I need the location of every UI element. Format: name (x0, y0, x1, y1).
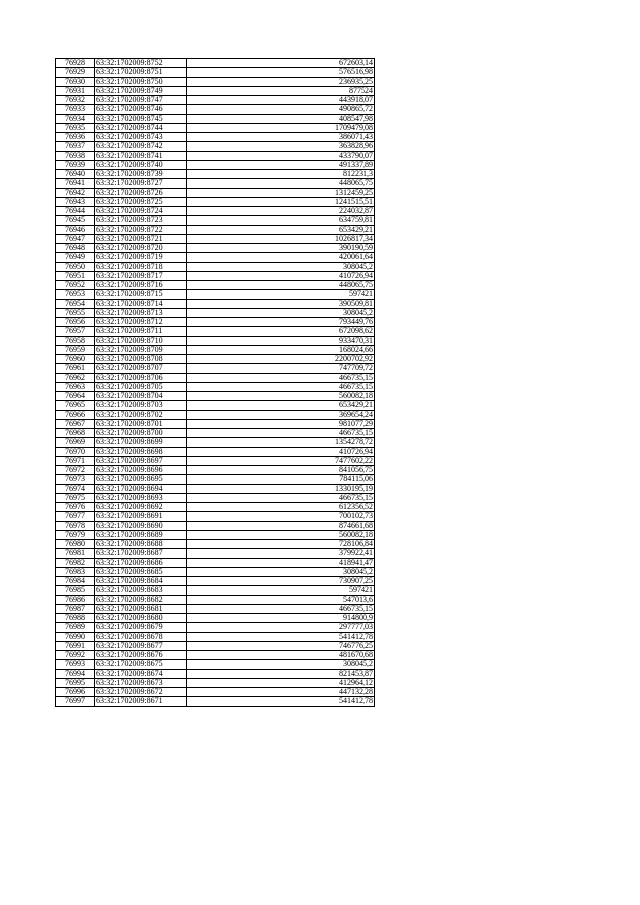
cadastral-value-cell: 466735,15 (187, 429, 375, 438)
row-number-cell: 76945 (56, 216, 95, 225)
row-number-cell: 76994 (56, 669, 95, 678)
row-number-cell: 76997 (56, 697, 95, 706)
row-number-cell: 76935 (56, 123, 95, 132)
table-row (56, 456, 375, 465)
cadastral-value-cell: 7477602,22 (187, 456, 375, 465)
table-row (56, 318, 375, 327)
row-number-cell: 76990 (56, 632, 95, 641)
cadastral-number-cell: 63:32:1702009:8673 (95, 678, 187, 687)
table-row (56, 521, 375, 530)
table-row (56, 96, 375, 105)
cadastral-number-cell: 63:32:1702009:8688 (95, 540, 187, 549)
row-number-cell: 76946 (56, 225, 95, 234)
cadastral-number-cell: 63:32:1702009:8711 (95, 327, 187, 336)
cadastral-number-cell: 63:32:1702009:8745 (95, 114, 187, 123)
cadastral-number-cell: 63:32:1702009:8742 (95, 142, 187, 151)
row-number-cell: 76973 (56, 475, 95, 484)
row-number-cell: 76959 (56, 345, 95, 354)
row-number-cell: 76962 (56, 373, 95, 382)
cadastral-number-cell: 63:32:1702009:8713 (95, 308, 187, 317)
cadastral-number-cell: 63:32:1702009:8725 (95, 197, 187, 206)
row-number-cell: 76937 (56, 142, 95, 151)
cadastral-number-cell: 63:32:1702009:8702 (95, 410, 187, 419)
row-number-cell: 76983 (56, 567, 95, 576)
table-row (56, 244, 375, 253)
row-number-cell: 76986 (56, 595, 95, 604)
row-number-cell: 76991 (56, 641, 95, 650)
table-row (56, 373, 375, 382)
cadastral-value-cell: 466735,15 (187, 373, 375, 382)
cadastral-number-cell: 63:32:1702009:8716 (95, 281, 187, 290)
row-number-cell: 76966 (56, 410, 95, 419)
row-number-cell: 76941 (56, 179, 95, 188)
cadastral-number-cell: 63:32:1702009:8741 (95, 151, 187, 160)
cadastral-value-cell: 793449,76 (187, 318, 375, 327)
cadastral-value-cell: 448065,75 (187, 179, 375, 188)
row-number-cell: 76970 (56, 447, 95, 456)
cadastral-number-cell: 63:32:1702009:8687 (95, 549, 187, 558)
table-row (56, 604, 375, 613)
row-number-cell: 76974 (56, 484, 95, 493)
cadastral-number-cell: 63:32:1702009:8697 (95, 456, 187, 465)
cadastral-value-cell: 386071,43 (187, 133, 375, 142)
table-row (56, 179, 375, 188)
cadastral-number-cell: 63:32:1702009:8708 (95, 355, 187, 364)
row-number-cell: 76988 (56, 614, 95, 623)
cadastral-number-cell: 63:32:1702009:8686 (95, 558, 187, 567)
cadastral-value-cell: 841056,75 (187, 466, 375, 475)
table-row (56, 299, 375, 308)
cadastral-value-table (55, 58, 375, 707)
table-row (56, 586, 375, 595)
table-row (56, 308, 375, 317)
cadastral-value-cell: 597421 (187, 586, 375, 595)
row-number-cell: 76938 (56, 151, 95, 160)
row-number-cell: 76975 (56, 493, 95, 502)
table-row (56, 475, 375, 484)
row-number-cell: 76989 (56, 623, 95, 632)
row-number-cell: 76980 (56, 540, 95, 549)
cadastral-value-cell: 410726,94 (187, 271, 375, 280)
cadastral-value-cell: 408547,98 (187, 114, 375, 123)
cadastral-value-cell: 1312459,25 (187, 188, 375, 197)
row-number-cell: 76987 (56, 604, 95, 613)
cadastral-number-cell: 63:32:1702009:8719 (95, 253, 187, 262)
cadastral-value-cell: 236935,25 (187, 77, 375, 86)
row-number-cell: 76993 (56, 660, 95, 669)
cadastral-number-cell: 63:32:1702009:8718 (95, 262, 187, 271)
table-row (56, 410, 375, 419)
table-row (56, 401, 375, 410)
table-row (56, 503, 375, 512)
cadastral-number-cell: 63:32:1702009:8720 (95, 244, 187, 253)
cadastral-value-cell: 547013,6 (187, 595, 375, 604)
cadastral-value-cell: 576516,98 (187, 68, 375, 77)
cadastral-value-cell: 981077,29 (187, 419, 375, 428)
cadastral-value-cell: 466735,15 (187, 493, 375, 502)
row-number-cell: 76984 (56, 577, 95, 586)
row-number-cell: 76995 (56, 678, 95, 687)
cadastral-value-cell: 914800,9 (187, 614, 375, 623)
table-row (56, 59, 375, 68)
table-row (56, 632, 375, 641)
table-row (56, 336, 375, 345)
row-number-cell: 76949 (56, 253, 95, 262)
cadastral-number-cell: 63:32:1702009:8701 (95, 419, 187, 428)
table-row (56, 86, 375, 95)
cadastral-number-cell: 63:32:1702009:8678 (95, 632, 187, 641)
row-number-cell: 76954 (56, 299, 95, 308)
cadastral-value-cell: 653429,21 (187, 401, 375, 410)
cadastral-number-cell: 63:32:1702009:8723 (95, 216, 187, 225)
cadastral-value-cell: 877524 (187, 86, 375, 95)
row-number-cell: 76958 (56, 336, 95, 345)
table-row (56, 133, 375, 142)
cadastral-number-cell: 63:32:1702009:8692 (95, 503, 187, 512)
row-number-cell: 76950 (56, 262, 95, 271)
row-number-cell: 76929 (56, 68, 95, 77)
cadastral-number-cell: 63:32:1702009:8695 (95, 475, 187, 484)
cadastral-number-cell: 63:32:1702009:8681 (95, 604, 187, 613)
cadastral-number-cell: 63:32:1702009:8746 (95, 105, 187, 114)
cadastral-value-cell: 420061,64 (187, 253, 375, 262)
table-row (56, 382, 375, 391)
cadastral-number-cell: 63:32:1702009:8712 (95, 318, 187, 327)
cadastral-value-cell: 1241515,51 (187, 197, 375, 206)
table-row (56, 234, 375, 243)
table-row (56, 567, 375, 576)
table-row (56, 160, 375, 169)
cadastral-number-cell: 63:32:1702009:8674 (95, 669, 187, 678)
cadastral-number-cell: 63:32:1702009:8743 (95, 133, 187, 142)
cadastral-value-cell: 297777,03 (187, 623, 375, 632)
cadastral-number-cell: 63:32:1702009:8676 (95, 651, 187, 660)
cadastral-number-cell: 63:32:1702009:8694 (95, 484, 187, 493)
row-number-cell: 76982 (56, 558, 95, 567)
cadastral-value-cell: 447132,28 (187, 688, 375, 697)
table-row (56, 271, 375, 280)
row-number-cell: 76977 (56, 512, 95, 521)
row-number-cell: 76928 (56, 59, 95, 68)
table-row (56, 678, 375, 687)
row-number-cell: 76972 (56, 466, 95, 475)
cadastral-number-cell: 63:32:1702009:8677 (95, 641, 187, 650)
table-row (56, 512, 375, 521)
table-row (56, 540, 375, 549)
row-number-cell: 76936 (56, 133, 95, 142)
row-number-cell: 76957 (56, 327, 95, 336)
cadastral-value-cell: 466735,15 (187, 604, 375, 613)
cadastral-number-cell: 63:32:1702009:8700 (95, 429, 187, 438)
cadastral-number-cell: 63:32:1702009:8699 (95, 438, 187, 447)
row-number-cell: 76969 (56, 438, 95, 447)
cadastral-value-cell: 597421 (187, 290, 375, 299)
cadastral-value-cell: 363828,96 (187, 142, 375, 151)
row-number-cell: 76953 (56, 290, 95, 299)
table-row (56, 105, 375, 114)
cadastral-value-cell: 2200702,92 (187, 355, 375, 364)
table-row (56, 641, 375, 650)
cadastral-value-cell: 700102,73 (187, 512, 375, 521)
cadastral-value-cell: 412964,12 (187, 678, 375, 687)
table-row (56, 669, 375, 678)
cadastral-number-cell: 63:32:1702009:8706 (95, 373, 187, 382)
cadastral-value-cell: 308045,2 (187, 262, 375, 271)
table-row (56, 438, 375, 447)
cadastral-number-cell: 63:32:1702009:8739 (95, 170, 187, 179)
cadastral-number-cell: 63:32:1702009:8749 (95, 86, 187, 95)
cadastral-value-cell: 560082,18 (187, 392, 375, 401)
cadastral-value-cell: 1709479,08 (187, 123, 375, 132)
row-number-cell: 76978 (56, 521, 95, 530)
cadastral-number-cell: 63:32:1702009:8717 (95, 271, 187, 280)
table-row (56, 651, 375, 660)
row-number-cell: 76967 (56, 419, 95, 428)
cadastral-value-cell: 728106,84 (187, 540, 375, 549)
row-number-cell: 76955 (56, 308, 95, 317)
row-number-cell: 76932 (56, 96, 95, 105)
cadastral-number-cell: 63:32:1702009:8679 (95, 623, 187, 632)
cadastral-number-cell: 63:32:1702009:8751 (95, 68, 187, 77)
cadastral-number-cell: 63:32:1702009:8680 (95, 614, 187, 623)
cadastral-value-cell: 1026817,34 (187, 234, 375, 243)
table-row (56, 207, 375, 216)
cadastral-value-cell: 541412,78 (187, 697, 375, 706)
table-row (56, 392, 375, 401)
cadastral-number-cell: 63:32:1702009:8722 (95, 225, 187, 234)
cadastral-value-cell: 390190,59 (187, 244, 375, 253)
table-row (56, 290, 375, 299)
cadastral-value-cell: 390509,81 (187, 299, 375, 308)
cadastral-number-cell: 63:32:1702009:8690 (95, 521, 187, 530)
row-number-cell: 76963 (56, 382, 95, 391)
row-number-cell: 76943 (56, 197, 95, 206)
cadastral-number-cell: 63:32:1702009:8715 (95, 290, 187, 299)
row-number-cell: 76960 (56, 355, 95, 364)
cadastral-value-cell: 369654,24 (187, 410, 375, 419)
row-number-cell: 76996 (56, 688, 95, 697)
cadastral-value-cell: 308045,2 (187, 308, 375, 317)
table-row (56, 142, 375, 151)
table-row (56, 188, 375, 197)
row-number-cell: 76934 (56, 114, 95, 123)
cadastral-number-cell: 63:32:1702009:8727 (95, 179, 187, 188)
table-row (56, 114, 375, 123)
row-number-cell: 76964 (56, 392, 95, 401)
cadastral-number-cell: 63:32:1702009:8714 (95, 299, 187, 308)
cadastral-value-cell: 784115,06 (187, 475, 375, 484)
row-number-cell: 76951 (56, 271, 95, 280)
row-number-cell: 76930 (56, 77, 95, 86)
cadastral-number-cell: 63:32:1702009:8747 (95, 96, 187, 105)
row-number-cell: 76948 (56, 244, 95, 253)
cadastral-value-cell: 308045,2 (187, 567, 375, 576)
table-row (56, 355, 375, 364)
table-row (56, 429, 375, 438)
cadastral-number-cell: 63:32:1702009:8682 (95, 595, 187, 604)
table-row (56, 197, 375, 206)
row-number-cell: 76968 (56, 429, 95, 438)
cadastral-value-cell: 653429,21 (187, 225, 375, 234)
table-row (56, 170, 375, 179)
row-number-cell: 76976 (56, 503, 95, 512)
table-row (56, 530, 375, 539)
cadastral-number-cell: 63:32:1702009:8696 (95, 466, 187, 475)
table-row (56, 697, 375, 706)
cadastral-value-cell: 730907,25 (187, 577, 375, 586)
table-row (56, 216, 375, 225)
row-number-cell: 76944 (56, 207, 95, 216)
table-row (56, 327, 375, 336)
table-row (56, 345, 375, 354)
table-row (56, 484, 375, 493)
cadastral-number-cell: 63:32:1702009:8685 (95, 567, 187, 576)
table-row (56, 595, 375, 604)
table-row (56, 466, 375, 475)
cadastral-value-cell: 560082,18 (187, 530, 375, 539)
row-number-cell: 76947 (56, 234, 95, 243)
cadastral-value-cell: 168024,66 (187, 345, 375, 354)
cadastral-value-cell: 308045,2 (187, 660, 375, 669)
row-number-cell: 76979 (56, 530, 95, 539)
row-number-cell: 76940 (56, 170, 95, 179)
row-number-cell: 76971 (56, 456, 95, 465)
cadastral-value-cell: 224032,87 (187, 207, 375, 216)
table-row (56, 281, 375, 290)
cadastral-value-cell: 634759,81 (187, 216, 375, 225)
cadastral-value-cell: 821453,87 (187, 669, 375, 678)
table-row (56, 577, 375, 586)
cadastral-number-cell: 63:32:1702009:8721 (95, 234, 187, 243)
cadastral-value-cell: 379922,41 (187, 549, 375, 558)
cadastral-value-cell: 672603,14 (187, 59, 375, 68)
table-row (56, 549, 375, 558)
row-number-cell: 76939 (56, 160, 95, 169)
cadastral-value-cell: 481670,68 (187, 651, 375, 660)
cadastral-number-cell: 63:32:1702009:8698 (95, 447, 187, 456)
table-row (56, 614, 375, 623)
table-row (56, 558, 375, 567)
row-number-cell: 76952 (56, 281, 95, 290)
row-number-cell: 76985 (56, 586, 95, 595)
cadastral-number-cell: 63:32:1702009:8744 (95, 123, 187, 132)
table-body (56, 59, 375, 707)
table-row (56, 262, 375, 271)
cadastral-value-cell: 672098,62 (187, 327, 375, 336)
cadastral-number-cell: 63:32:1702009:8691 (95, 512, 187, 521)
cadastral-value-cell: 490865,72 (187, 105, 375, 114)
cadastral-value-cell: 1330195,19 (187, 484, 375, 493)
cadastral-value-cell: 933470,31 (187, 336, 375, 345)
table-row (56, 623, 375, 632)
cadastral-value-cell: 874661,68 (187, 521, 375, 530)
table-row (56, 225, 375, 234)
cadastral-value-cell: 1354278,72 (187, 438, 375, 447)
cadastral-number-cell: 63:32:1702009:8693 (95, 493, 187, 502)
table-row (56, 447, 375, 456)
table-row (56, 68, 375, 77)
cadastral-number-cell: 63:32:1702009:8704 (95, 392, 187, 401)
table-row (56, 364, 375, 373)
cadastral-number-cell: 63:32:1702009:8752 (95, 59, 187, 68)
cadastral-number-cell: 63:32:1702009:8684 (95, 577, 187, 586)
row-number-cell: 76961 (56, 364, 95, 373)
cadastral-value-cell: 448065,75 (187, 281, 375, 290)
cadastral-value-cell: 612356,52 (187, 503, 375, 512)
cadastral-number-cell: 63:32:1702009:8689 (95, 530, 187, 539)
row-number-cell: 76981 (56, 549, 95, 558)
cadastral-value-cell: 433790,07 (187, 151, 375, 160)
table-row (56, 660, 375, 669)
cadastral-number-cell: 63:32:1702009:8675 (95, 660, 187, 669)
row-number-cell: 76931 (56, 86, 95, 95)
cadastral-value-cell: 443918,07 (187, 96, 375, 105)
table-row (56, 493, 375, 502)
cadastral-number-cell: 63:32:1702009:8710 (95, 336, 187, 345)
cadastral-value-cell: 491337,89 (187, 160, 375, 169)
cadastral-number-cell: 63:32:1702009:8683 (95, 586, 187, 595)
cadastral-number-cell: 63:32:1702009:8726 (95, 188, 187, 197)
table-row (56, 419, 375, 428)
table-row (56, 253, 375, 262)
table-row (56, 151, 375, 160)
table-row (56, 123, 375, 132)
cadastral-value-cell: 410726,94 (187, 447, 375, 456)
cadastral-number-cell: 63:32:1702009:8705 (95, 382, 187, 391)
cadastral-number-cell: 63:32:1702009:8740 (95, 160, 187, 169)
cadastral-number-cell: 63:32:1702009:8750 (95, 77, 187, 86)
table-row (56, 77, 375, 86)
cadastral-value-cell: 746776,25 (187, 641, 375, 650)
cadastral-number-cell: 63:32:1702009:8707 (95, 364, 187, 373)
cadastral-number-cell: 63:32:1702009:8672 (95, 688, 187, 697)
cadastral-value-cell: 466735,15 (187, 382, 375, 391)
cadastral-value-cell: 747709,72 (187, 364, 375, 373)
row-number-cell: 76992 (56, 651, 95, 660)
cadastral-number-cell: 63:32:1702009:8703 (95, 401, 187, 410)
row-number-cell: 76956 (56, 318, 95, 327)
cadastral-value-cell: 541412,78 (187, 632, 375, 641)
cadastral-value-cell: 812231,3 (187, 170, 375, 179)
cadastral-number-cell: 63:32:1702009:8709 (95, 345, 187, 354)
cadastral-number-cell: 63:32:1702009:8724 (95, 207, 187, 216)
row-number-cell: 76942 (56, 188, 95, 197)
row-number-cell: 76965 (56, 401, 95, 410)
row-number-cell: 76933 (56, 105, 95, 114)
cadastral-value-cell: 418941,47 (187, 558, 375, 567)
table-row (56, 688, 375, 697)
cadastral-number-cell: 63:32:1702009:8671 (95, 697, 187, 706)
